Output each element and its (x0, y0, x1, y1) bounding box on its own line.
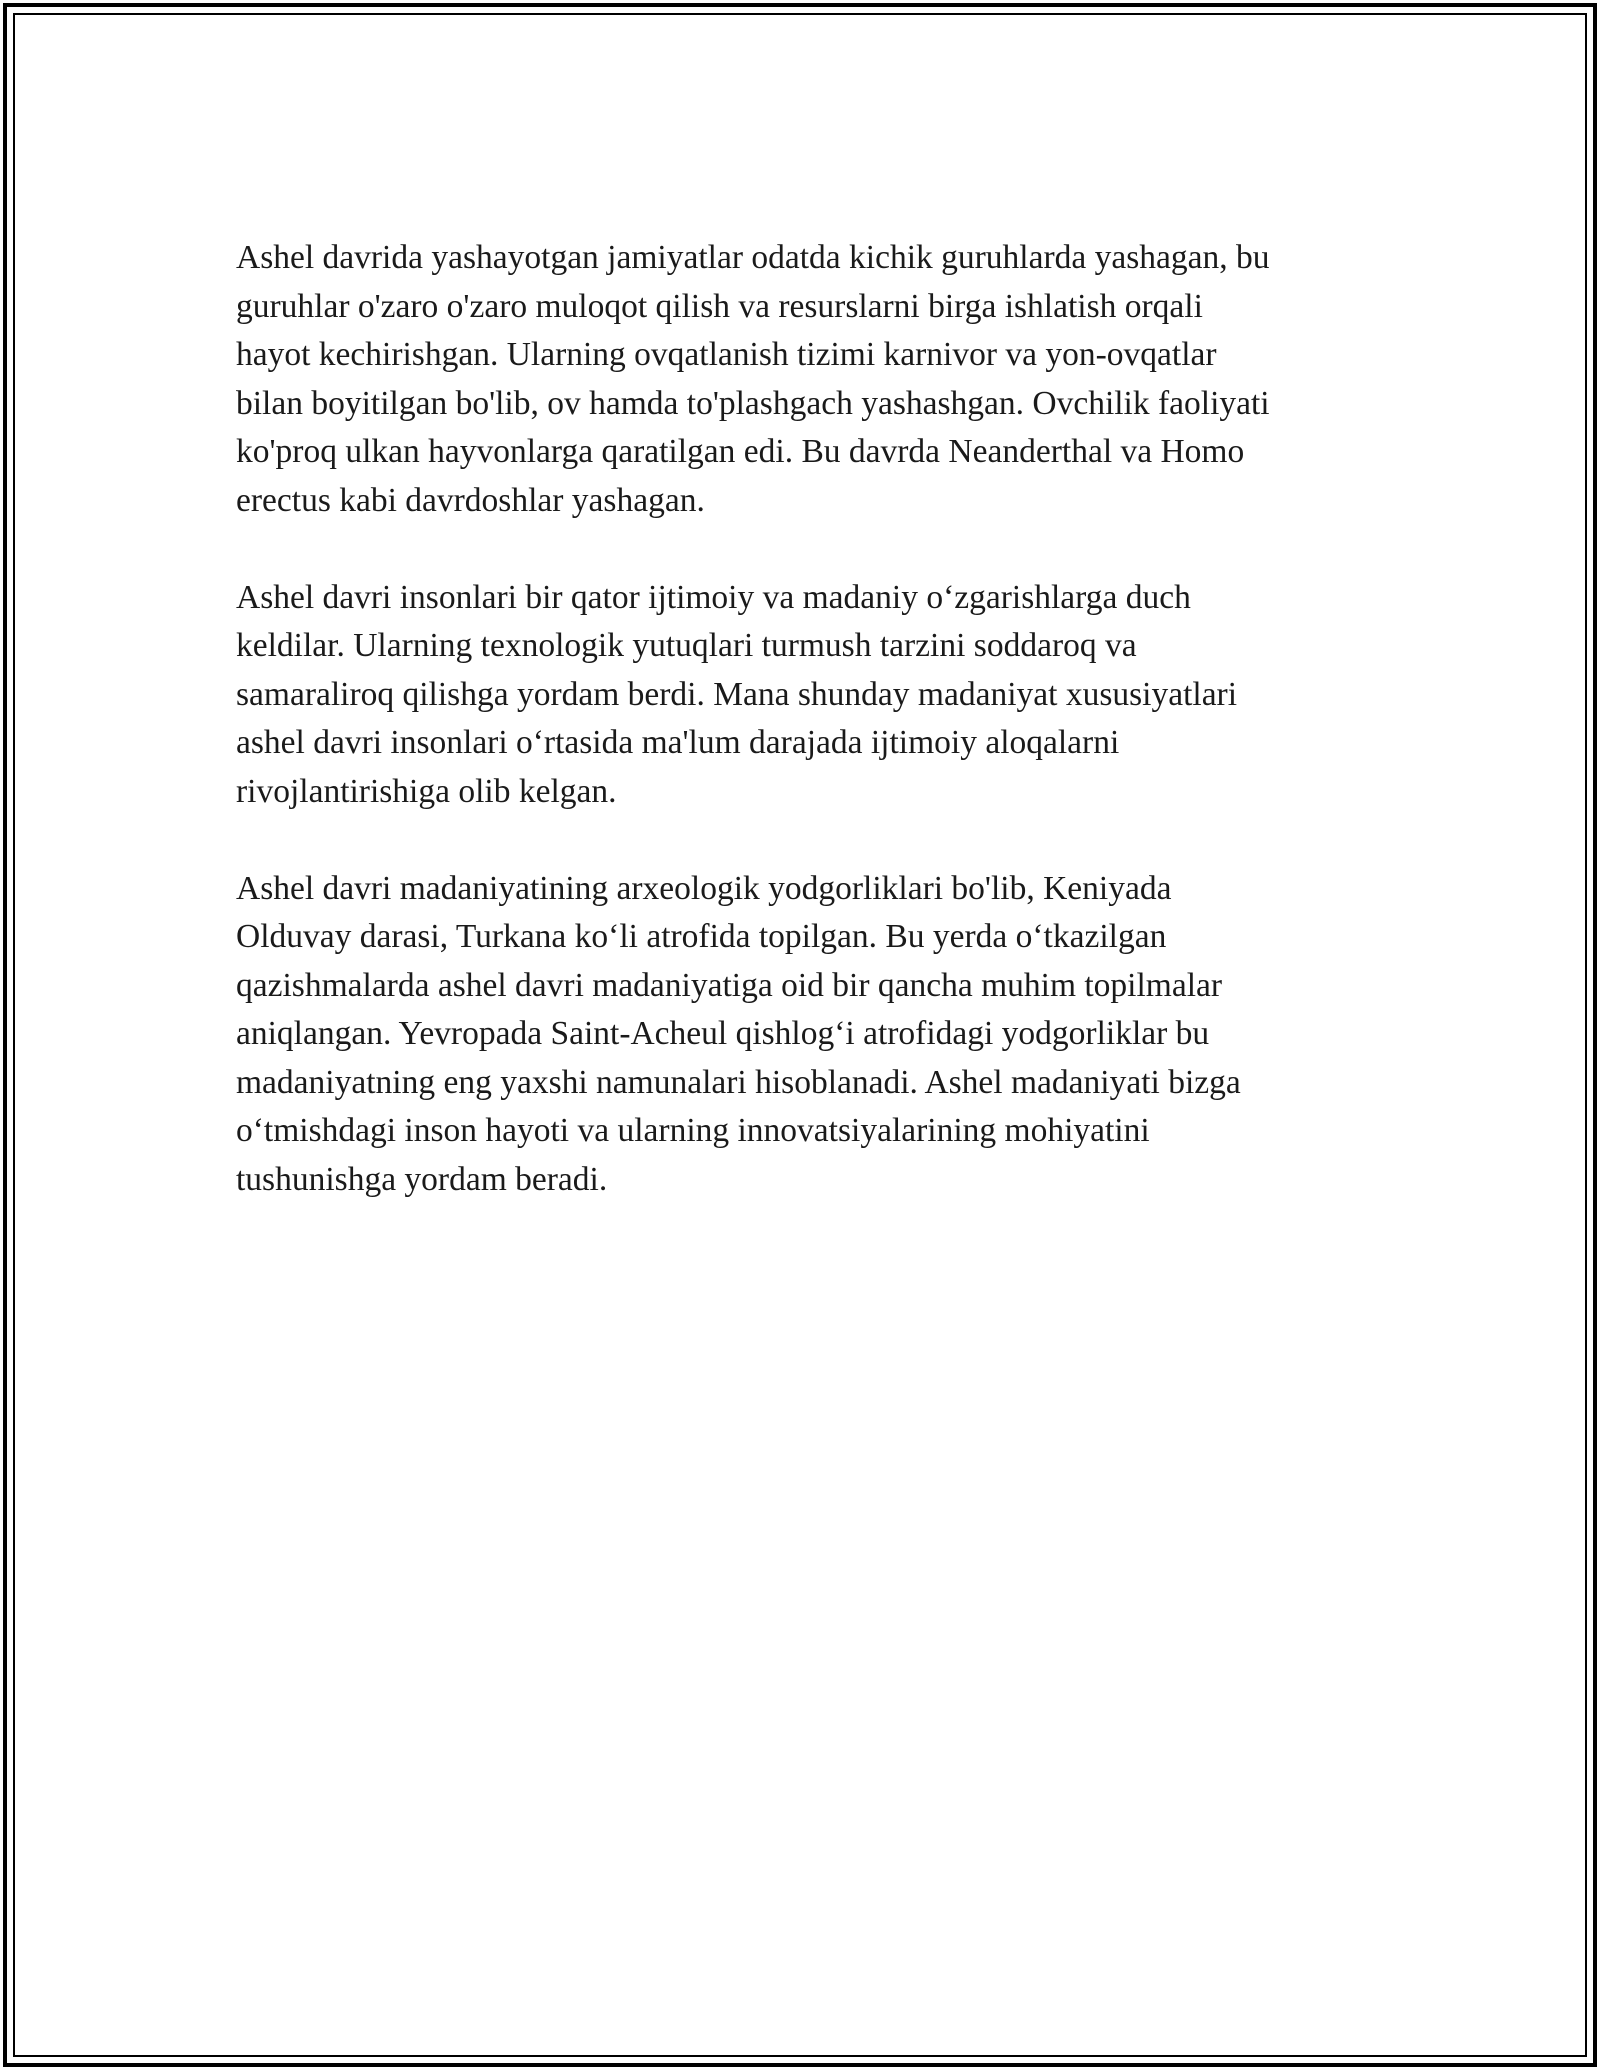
document-body (236, 234, 1376, 1253)
paragraph-3: Ashel davri madaniyatining arxeologik yodgorliklari bo'lib, Keniyada Olduvay darasi, Turkana ko‘li atrofida topilgan. Bu yerda o‘tkazilgan qazishmalarda ashel davri madaniyatiga oid bir qancha muhim topilmalar aniqlangan. Yevropada Saint-Acheul qishlog‘i atrofidagi yodgorliklar bu madaniyatning eng yaxshi namunalari hisoblanadi. Ashel madaniyati bizga o‘tmishdagi inson hayoti va ularning innovatsiyalarining mohiyatini tushunishga yordam beradi. (236, 869, 1241, 1198)
paragraph-1: Ashel davrida yashayotgan jamiyatlar odatda kichik guruhlarda yashagan, bu guruhlar o'zaro o'zaro muloqot qilish va resurslarni birga ishlatish orqali hayot kechirishgan. Ularning ovqatlanish tizimi karnivor va yon-ovqatlar bilan boyitilgan bo'lib, ov hamda to'plashgach yashashgan. Ovchilik faoliyati ko'proq ulkan hayvonlarga qaratilgan edi. Bu davrda Neanderthal va Homo erectus kabi davrdoshlar yashagan. (236, 239, 1270, 519)
paragraph-2: Ashel davri insonlari bir qator ijtimoiy va madaniy o‘zgarishlarga duch keldilar. Ularning texnologik yutuqlari turmush tarzini soddaroq va samaraliroq qilishga yordam berdi. Mana shunday madaniyat xususiyatlari ashel davri insonlari o‘rtasida ma'lum darajada ijtimoiy aloqalarni rivojlantirishiga olib kelgan. (236, 578, 1238, 810)
